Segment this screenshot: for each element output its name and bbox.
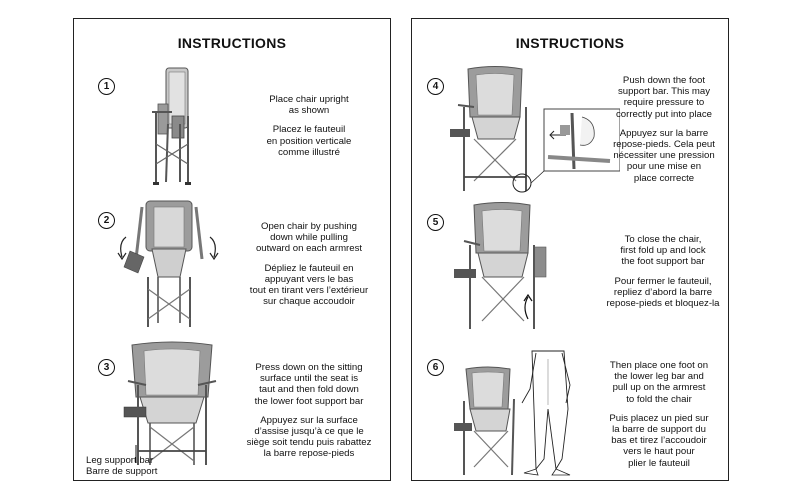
step-number-3: 3: [98, 359, 115, 376]
panel-title: INSTRUCTIONS: [515, 35, 625, 51]
step-1-text: Place chair upright as shown Placez le fauteuil en position verticale comme illustré: [266, 94, 352, 158]
chair-closing-illustration: [452, 201, 552, 333]
step-6-text: Then place one foot on the lower leg bar and pull up on the armrest to fold the chair Puis placez un pied sur la barre de support du bas et tirez l’accoudoir vers le haut pour plier le fauteuil: [609, 360, 709, 469]
step-5-text: To close the chair, first fold up and lock the foot support bar Pour fermer le fauteuil, repliez d’abord la barre repose-pieds et bloquez-la: [606, 234, 720, 310]
chair-foot-bar-illustration: [450, 65, 620, 195]
folded-chair-illustration: [144, 64, 204, 186]
open-chair-illustration: [122, 341, 222, 469]
instructions-panel-left: [73, 18, 391, 481]
step-number-5: 5: [427, 214, 444, 231]
step-number-2: 2: [98, 212, 115, 229]
panel-title: INSTRUCTIONS: [177, 35, 287, 51]
instructions-panel-right: [411, 18, 729, 481]
folding-chair-with-person-illustration: [452, 349, 592, 479]
step-4-text: Push down the foot support bar. This may require pressure to correctly put into place Appuyez sur la barre repose-pieds. Cela peut nécessiter une pression pour une mise en place correcte: [613, 75, 715, 184]
step-number-1: 1: [98, 78, 115, 95]
leg-support-bar-label: Leg support bar Barre de support: [86, 455, 158, 477]
step-number-6: 6: [427, 359, 444, 376]
step-3-text: Press down on the sitting surface until the seat is taut and then fold down the lower foot support bar Appuyez sur la surface d’assise jusqu’à ce que le siège soit tendu puis rabattez la barre repose-pieds: [246, 362, 372, 460]
step-2-text: Open chair by pushing down while pulling outward on each armrest Dépliez le fauteuil en appuyant vers le bas tout en tirant vers l’extérieur sur chaque accoudoir: [249, 221, 369, 308]
step-number-4: 4: [427, 78, 444, 95]
opening-chair-illustration: [114, 199, 224, 334]
